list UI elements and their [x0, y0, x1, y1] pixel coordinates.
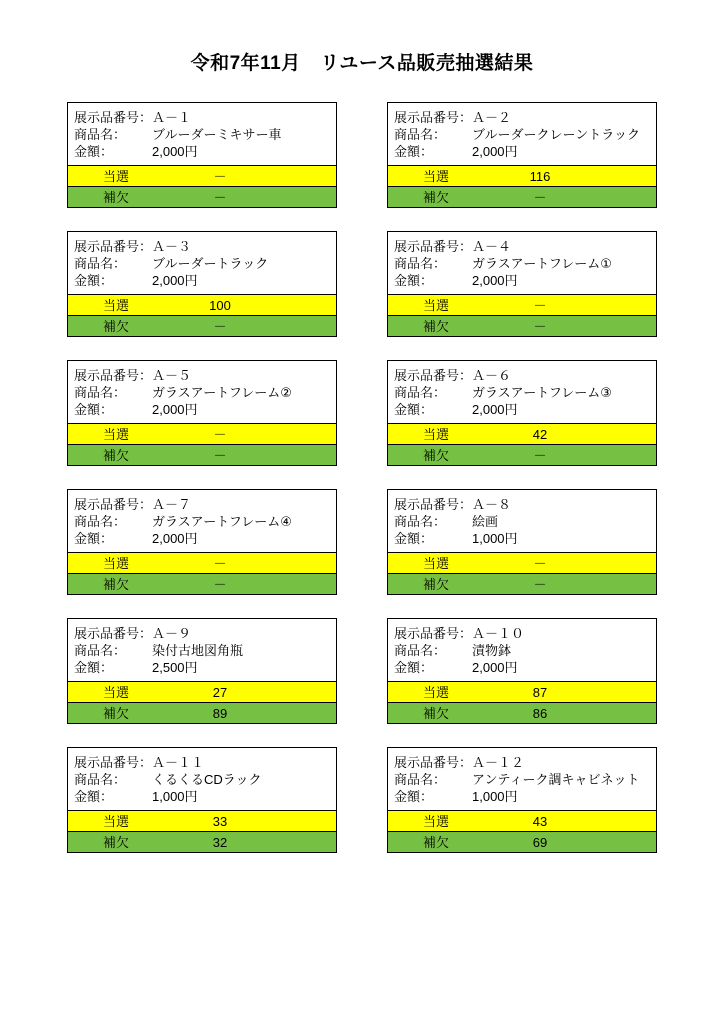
item-name-row: [388, 771, 656, 788]
item-price-value: 2,000円: [472, 273, 518, 288]
result-card: [67, 231, 337, 337]
item-name-value: ブルーダーミキサー車: [152, 127, 282, 142]
item-name-label: 商品名：: [74, 772, 127, 787]
item-price-label: 金額：: [74, 144, 114, 159]
item-price-label: 金額：: [74, 531, 114, 546]
item-number-value: Ａ－３: [152, 239, 192, 254]
item-name-row: [388, 642, 656, 659]
item-number-value: Ａ－２: [472, 110, 512, 125]
alternate-label: 補欠: [422, 834, 449, 850]
alternate-label: 補欠: [102, 705, 129, 721]
alternate-value: 69: [532, 834, 548, 850]
item-number-value: Ａ－１: [152, 110, 192, 125]
card-info: [388, 619, 656, 681]
item-price-value: 2,000円: [152, 144, 198, 159]
item-name-label: 商品名：: [74, 514, 127, 529]
alternate-row: [68, 444, 336, 465]
win-row: [388, 681, 656, 702]
alternate-value: －: [533, 318, 547, 334]
card-info: [68, 490, 336, 552]
item-name-value: 漬物鉢: [472, 643, 512, 658]
item-price-label: 金額：: [394, 660, 434, 675]
win-value: 27: [212, 684, 228, 700]
item-price-row: [388, 272, 656, 289]
item-name-label: 商品名：: [74, 127, 127, 142]
alternate-row: [68, 831, 336, 852]
win-row: [388, 294, 656, 315]
item-number-row: [388, 238, 656, 255]
alternate-value: －: [533, 447, 547, 463]
result-card: [67, 102, 337, 208]
item-number-row: [68, 109, 336, 126]
item-name-value: 絵画: [472, 514, 499, 529]
win-label: 当選: [102, 426, 129, 442]
item-name-label: 商品名：: [394, 643, 447, 658]
win-label: 当選: [102, 297, 129, 313]
item-price-row: [388, 659, 656, 676]
item-number-row: [68, 496, 336, 513]
item-number-value: Ａ－６: [472, 368, 512, 383]
win-value: －: [533, 297, 547, 313]
item-number-value: Ａ－１０: [472, 626, 525, 641]
alternate-value: －: [213, 189, 227, 205]
alternate-row: [68, 702, 336, 723]
item-price-value: 2,000円: [152, 273, 198, 288]
alternate-row: [388, 702, 656, 723]
result-card: [67, 618, 337, 724]
item-number-row: [388, 109, 656, 126]
result-card: [387, 618, 657, 724]
item-price-value: 2,000円: [472, 402, 518, 417]
item-number-label: 展示品番号：: [394, 368, 473, 383]
item-number-value: Ａ－７: [152, 497, 192, 512]
win-value: －: [213, 555, 227, 571]
alternate-label: 補欠: [422, 705, 449, 721]
win-value: 33: [212, 813, 228, 829]
item-price-row: [68, 530, 336, 547]
item-name-row: [68, 255, 336, 272]
alternate-label: 補欠: [102, 318, 129, 334]
item-name-value: ガラスアートフレーム②: [152, 385, 292, 400]
win-label: 当選: [422, 813, 449, 829]
alternate-value: －: [213, 447, 227, 463]
item-price-label: 金額：: [394, 789, 434, 804]
item-number-label: 展示品番号：: [394, 755, 473, 770]
item-name-label: 商品名：: [74, 643, 127, 658]
alternate-row: [388, 315, 656, 336]
item-number-value: Ａ－１１: [152, 755, 205, 770]
alternate-label: 補欠: [422, 318, 449, 334]
item-name-value: 染付古地図角瓶: [152, 643, 244, 658]
alternate-label: 補欠: [422, 576, 449, 592]
item-number-label: 展示品番号：: [74, 110, 153, 125]
result-card: [387, 231, 657, 337]
win-label: 当選: [422, 297, 449, 313]
alternate-value: 86: [532, 705, 548, 721]
item-number-value: Ａ－９: [152, 626, 192, 641]
alternate-label: 補欠: [102, 576, 129, 592]
item-price-row: [68, 788, 336, 805]
item-number-value: Ａ－４: [472, 239, 512, 254]
result-card: [387, 747, 657, 853]
alternate-value: 89: [212, 705, 228, 721]
item-price-row: [68, 272, 336, 289]
item-name-value: ブルーダークレーントラック: [472, 127, 640, 142]
item-name-row: [68, 513, 336, 530]
item-name-label: 商品名：: [394, 772, 447, 787]
card-info: [68, 748, 336, 810]
item-name-label: 商品名：: [74, 256, 127, 271]
result-card: [387, 489, 657, 595]
win-value: －: [213, 168, 227, 184]
item-number-value: Ａ－５: [152, 368, 192, 383]
card-info: [388, 490, 656, 552]
alternate-value: －: [533, 576, 547, 592]
alternate-row: [388, 186, 656, 207]
item-number-value: Ａ－１２: [472, 755, 525, 770]
item-name-value: ブルーダートラック: [152, 256, 269, 271]
item-number-label: 展示品番号：: [394, 626, 473, 641]
item-price-row: [68, 143, 336, 160]
card-info: [68, 103, 336, 165]
alternate-label: 補欠: [102, 189, 129, 205]
item-price-label: 金額：: [74, 402, 114, 417]
item-name-label: 商品名：: [394, 385, 447, 400]
item-price-value: 1,000円: [472, 531, 518, 546]
item-price-value: 1,000円: [152, 789, 198, 804]
item-number-row: [68, 754, 336, 771]
item-price-label: 金額：: [74, 660, 114, 675]
win-row: [388, 423, 656, 444]
item-price-value: 2,000円: [152, 402, 198, 417]
item-name-value: ガラスアートフレーム①: [472, 256, 612, 271]
item-name-value: アンティーク調キャビネット: [472, 772, 640, 787]
win-value: 87: [532, 684, 548, 700]
item-price-row: [388, 788, 656, 805]
item-number-label: 展示品番号：: [394, 110, 473, 125]
item-price-row: [388, 143, 656, 160]
item-number-label: 展示品番号：: [74, 497, 153, 512]
alternate-row: [388, 444, 656, 465]
win-row: [68, 423, 336, 444]
item-price-value: 2,500円: [152, 660, 198, 675]
item-price-label: 金額：: [394, 273, 434, 288]
item-price-value: 2,000円: [472, 144, 518, 159]
item-price-row: [68, 401, 336, 418]
result-card: [67, 747, 337, 853]
win-label: 当選: [422, 168, 449, 184]
win-label: 当選: [422, 426, 449, 442]
win-row: [68, 810, 336, 831]
win-row: [388, 552, 656, 573]
win-value: 100: [209, 297, 231, 313]
alternate-row: [388, 831, 656, 852]
item-number-value: Ａ－８: [472, 497, 512, 512]
card-info: [388, 103, 656, 165]
item-name-row: [388, 513, 656, 530]
item-name-row: [388, 126, 656, 143]
alternate-value: 32: [212, 834, 228, 850]
alternate-row: [68, 315, 336, 336]
item-name-row: [68, 126, 336, 143]
alternate-label: 補欠: [102, 447, 129, 463]
item-price-value: 1,000円: [472, 789, 518, 804]
win-label: 当選: [422, 555, 449, 571]
item-number-row: [388, 625, 656, 642]
win-row: [68, 552, 336, 573]
win-row: [388, 810, 656, 831]
item-number-row: [68, 625, 336, 642]
item-price-value: 2,000円: [152, 531, 198, 546]
item-price-value: 2,000円: [472, 660, 518, 675]
item-name-row: [68, 384, 336, 401]
item-name-label: 商品名：: [74, 385, 127, 400]
item-number-label: 展示品番号：: [74, 755, 153, 770]
win-row: [68, 681, 336, 702]
card-info: [68, 619, 336, 681]
win-value: －: [533, 555, 547, 571]
item-price-row: [388, 530, 656, 547]
card-info: [388, 361, 656, 423]
result-card: [387, 360, 657, 466]
item-name-row: [388, 384, 656, 401]
alternate-row: [68, 186, 336, 207]
alternate-value: －: [213, 318, 227, 334]
item-number-label: 展示品番号：: [74, 368, 153, 383]
item-number-label: 展示品番号：: [74, 626, 153, 641]
item-name-label: 商品名：: [394, 256, 447, 271]
item-name-value: くるくるCDラック: [152, 772, 262, 787]
alternate-value: －: [213, 576, 227, 592]
item-price-row: [388, 401, 656, 418]
win-label: 当選: [422, 684, 449, 700]
item-price-row: [68, 659, 336, 676]
item-number-row: [68, 238, 336, 255]
win-label: 当選: [102, 168, 129, 184]
card-info: [68, 361, 336, 423]
card-info: [388, 232, 656, 294]
alternate-row: [68, 573, 336, 594]
win-row: [68, 165, 336, 186]
win-value: 42: [532, 426, 548, 442]
win-value: 43: [532, 813, 548, 829]
result-card: [387, 102, 657, 208]
win-label: 当選: [102, 684, 129, 700]
win-label: 当選: [102, 813, 129, 829]
result-card: [67, 360, 337, 466]
item-price-label: 金額：: [394, 144, 434, 159]
win-row: [68, 294, 336, 315]
alternate-value: －: [533, 189, 547, 205]
win-label: 当選: [102, 555, 129, 571]
item-number-row: [388, 754, 656, 771]
item-number-label: 展示品番号：: [394, 239, 473, 254]
item-number-row: [388, 496, 656, 513]
alternate-label: 補欠: [102, 834, 129, 850]
result-card: [67, 489, 337, 595]
item-number-row: [68, 367, 336, 384]
item-name-row: [388, 255, 656, 272]
card-info: [68, 232, 336, 294]
item-name-row: [68, 771, 336, 788]
item-name-value: ガラスアートフレーム④: [152, 514, 292, 529]
item-price-label: 金額：: [394, 531, 434, 546]
item-name-label: 商品名：: [394, 127, 447, 142]
item-price-label: 金額：: [74, 789, 114, 804]
lottery-result-grid: [67, 75, 657, 853]
item-number-label: 展示品番号：: [394, 497, 473, 512]
item-name-label: 商品名：: [394, 514, 447, 529]
win-value: 116: [529, 168, 551, 184]
alternate-label: 補欠: [422, 189, 449, 205]
win-row: [388, 165, 656, 186]
page-title: 令和7年11月 リユース品販売抽選結果: [190, 53, 534, 74]
item-name-row: [68, 642, 336, 659]
item-number-row: [388, 367, 656, 384]
alternate-row: [388, 573, 656, 594]
alternate-label: 補欠: [422, 447, 449, 463]
card-info: [388, 748, 656, 810]
item-price-label: 金額：: [394, 402, 434, 417]
win-value: －: [213, 426, 227, 442]
item-number-label: 展示品番号：: [74, 239, 153, 254]
item-name-value: ガラスアートフレーム③: [472, 385, 612, 400]
item-price-label: 金額：: [74, 273, 114, 288]
